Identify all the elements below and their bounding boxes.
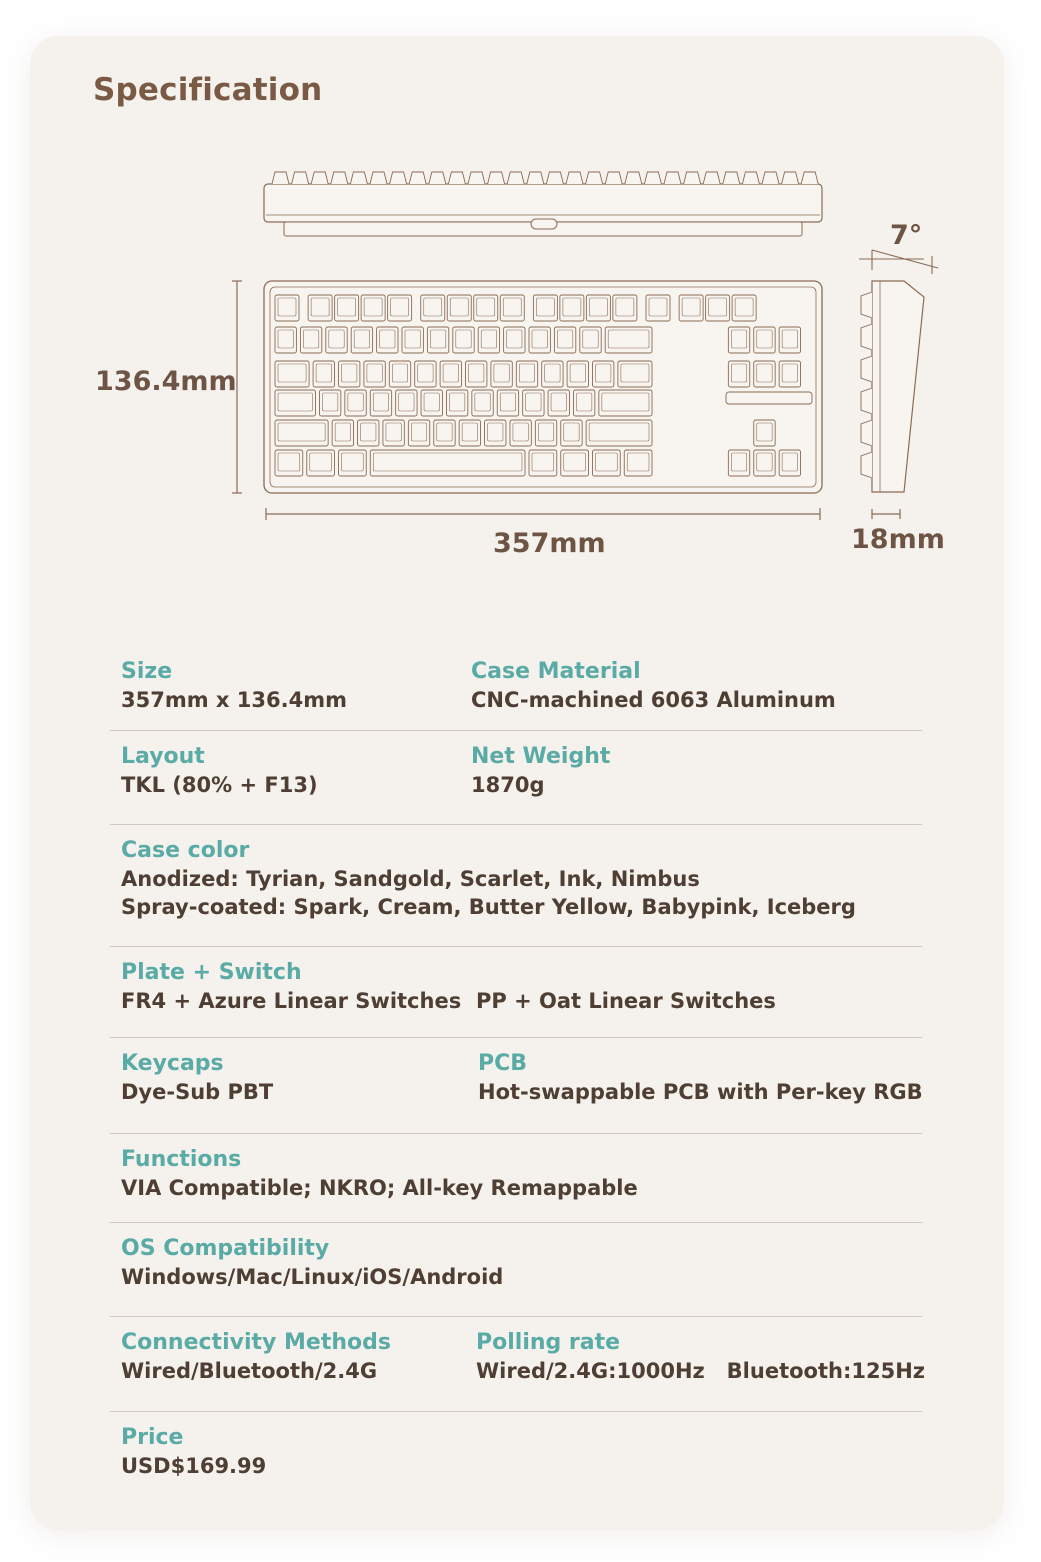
- top-keycap: [586, 420, 652, 446]
- spec-row: [110, 1134, 922, 1223]
- front-keycap: [292, 172, 309, 184]
- top-keycap: [275, 450, 303, 476]
- spec-label: PCB: [478, 1051, 528, 1076]
- spec-item: [121, 1424, 266, 1480]
- front-keycap: [331, 172, 348, 184]
- spec-row: [110, 1223, 922, 1317]
- spec-item: [121, 1329, 391, 1385]
- top-keycap: [308, 295, 332, 321]
- front-keycap: [742, 172, 759, 184]
- top-keycap: [732, 295, 756, 321]
- front-keycap: [272, 172, 289, 184]
- front-keycap: [546, 172, 563, 184]
- spec-row: [110, 1317, 925, 1412]
- front-keycap: [586, 172, 603, 184]
- spec-value: Hot-swappable PCB with Per-key RGB: [478, 1080, 923, 1104]
- spec-value: CNC-machined 6063 Aluminum: [471, 688, 836, 712]
- top-keycap: [339, 450, 367, 476]
- front-keycap: [625, 172, 642, 184]
- spec-value: TKL (80% + F13): [121, 773, 318, 797]
- top-keycap: [474, 295, 498, 321]
- front-keycap: [311, 172, 328, 184]
- front-keycap: [703, 172, 720, 184]
- spec-item: [478, 1050, 923, 1106]
- top-keycap: [275, 295, 299, 321]
- top-keycap: [275, 390, 315, 416]
- spec-label: Keycaps: [121, 1051, 224, 1076]
- spec-row: [110, 947, 922, 1038]
- top-keycap: [586, 295, 610, 321]
- top-keycap: [624, 450, 652, 476]
- top-keycap: [275, 361, 309, 387]
- angle-dimension-label: 7°: [890, 220, 923, 251]
- spec-item: [121, 1235, 503, 1291]
- spec-label: Price: [121, 1425, 184, 1450]
- top-keycap: [605, 327, 652, 353]
- spec-item: [121, 743, 318, 799]
- spec-label: Polling rate: [476, 1330, 621, 1355]
- spec-row: [110, 1038, 922, 1134]
- spec-label: Connectivity Methods: [121, 1330, 391, 1355]
- spec-row: [110, 825, 922, 947]
- top-keycap: [560, 295, 584, 321]
- spec-item: [471, 658, 836, 714]
- front-keycap: [350, 172, 367, 184]
- front-keycap: [762, 172, 779, 184]
- side-keycap: [861, 292, 872, 318]
- side-keycap: [861, 356, 872, 382]
- top-keycap: [361, 295, 385, 321]
- front-case: [264, 184, 822, 222]
- top-keycap: [646, 295, 670, 321]
- keyboard-top-view: [264, 281, 822, 493]
- depth-dimension-label: 18mm: [851, 524, 945, 555]
- top-keycap: [599, 390, 652, 416]
- spec-value: 357mm x 136.4mm: [121, 688, 347, 712]
- front-keycap: [801, 172, 818, 184]
- spec-label: Layout: [121, 744, 205, 769]
- keyboard-side-view: [861, 281, 924, 492]
- front-keycap: [684, 172, 701, 184]
- height-dimension-label: 136.4mm: [95, 366, 237, 397]
- side-keycap: [861, 388, 872, 414]
- top-keycap: [706, 295, 730, 321]
- spec-row: [110, 650, 922, 731]
- front-keycap: [409, 172, 426, 184]
- spec-item: [476, 1329, 925, 1385]
- spec-row: [110, 1412, 922, 1492]
- spec-label: Case Material: [471, 659, 641, 684]
- front-keycap: [782, 172, 799, 184]
- front-keycap: [664, 172, 681, 184]
- top-keycap: [561, 450, 589, 476]
- top-keycap: [447, 295, 471, 321]
- spec-label: [476, 959, 776, 987]
- spec-value: Dye-Sub PBT: [121, 1080, 274, 1104]
- front-keycap: [370, 172, 387, 184]
- spec-value: 1870g: [471, 773, 545, 797]
- top-keycap: [388, 295, 412, 321]
- side-keycap: [861, 420, 872, 446]
- spec-value: VIA Compatible; NKRO; All-key Remappable: [121, 1176, 638, 1200]
- top-keycap: [613, 295, 637, 321]
- top-keycap: [593, 450, 621, 476]
- top-keycap: [500, 295, 524, 321]
- spec-label: Net Weight: [471, 744, 611, 769]
- spec-item: [121, 837, 856, 921]
- front-keycap: [448, 172, 465, 184]
- spec-item: [471, 743, 610, 799]
- front-keycap: [429, 172, 446, 184]
- top-keycap: [618, 361, 652, 387]
- spec-value: Windows/Mac/Linux/iOS/Android: [121, 1265, 504, 1289]
- spec-item: [121, 959, 461, 1015]
- spec-value: FR4 + Azure Linear Switches: [121, 989, 462, 1013]
- spec-label: Plate + Switch: [121, 960, 302, 985]
- spec-label: OS Compatibility: [121, 1236, 330, 1261]
- top-keycap: [529, 450, 557, 476]
- width-dimension-label: 357mm: [493, 528, 606, 559]
- spec-item: [121, 1146, 638, 1202]
- front-keycap: [605, 172, 622, 184]
- spec-value: USD$169.99: [121, 1454, 267, 1478]
- spec-value: Wired/Bluetooth/2.4G: [121, 1359, 378, 1383]
- top-keycap: [370, 450, 525, 476]
- top-keycap: [421, 295, 445, 321]
- front-keycap: [527, 172, 544, 184]
- top-keycap: [679, 295, 703, 321]
- front-keycap: [390, 172, 407, 184]
- spec-value: Spray-coated: Spark, Cream, Butter Yellow, Babypink, Iceberg: [121, 895, 856, 919]
- spec-value: Wired/2.4G:1000Hz Bluetooth:125Hz: [476, 1359, 925, 1383]
- spec-item: [476, 959, 776, 1015]
- front-keycap: [723, 172, 740, 184]
- spec-label: Functions: [121, 1147, 242, 1172]
- side-keycap: [861, 452, 872, 478]
- spec-table: [110, 650, 925, 1492]
- top-keycap: [533, 295, 557, 321]
- spec-item: [121, 1050, 273, 1106]
- spec-row: [110, 731, 922, 825]
- front-keycap: [644, 172, 661, 184]
- top-keycap: [307, 450, 335, 476]
- front-keycap: [488, 172, 505, 184]
- spec-value: PP + Oat Linear Switches: [476, 989, 776, 1013]
- spec-label: Size: [121, 659, 173, 684]
- front-keycap: [566, 172, 583, 184]
- front-keycap: [468, 172, 485, 184]
- top-keycap: [275, 420, 328, 446]
- front-keycap: [507, 172, 524, 184]
- side-keycap: [861, 324, 872, 350]
- spec-label: Case color: [121, 838, 250, 863]
- top-keycap: [335, 295, 359, 321]
- spec-item: [121, 658, 347, 714]
- page-title: Specification: [93, 72, 323, 108]
- keyboard-front-view: [264, 172, 822, 236]
- spec-value: Anodized: Tyrian, Sandgold, Scarlet, Ink, Nimbus: [121, 867, 700, 891]
- front-usb-port: [531, 219, 557, 229]
